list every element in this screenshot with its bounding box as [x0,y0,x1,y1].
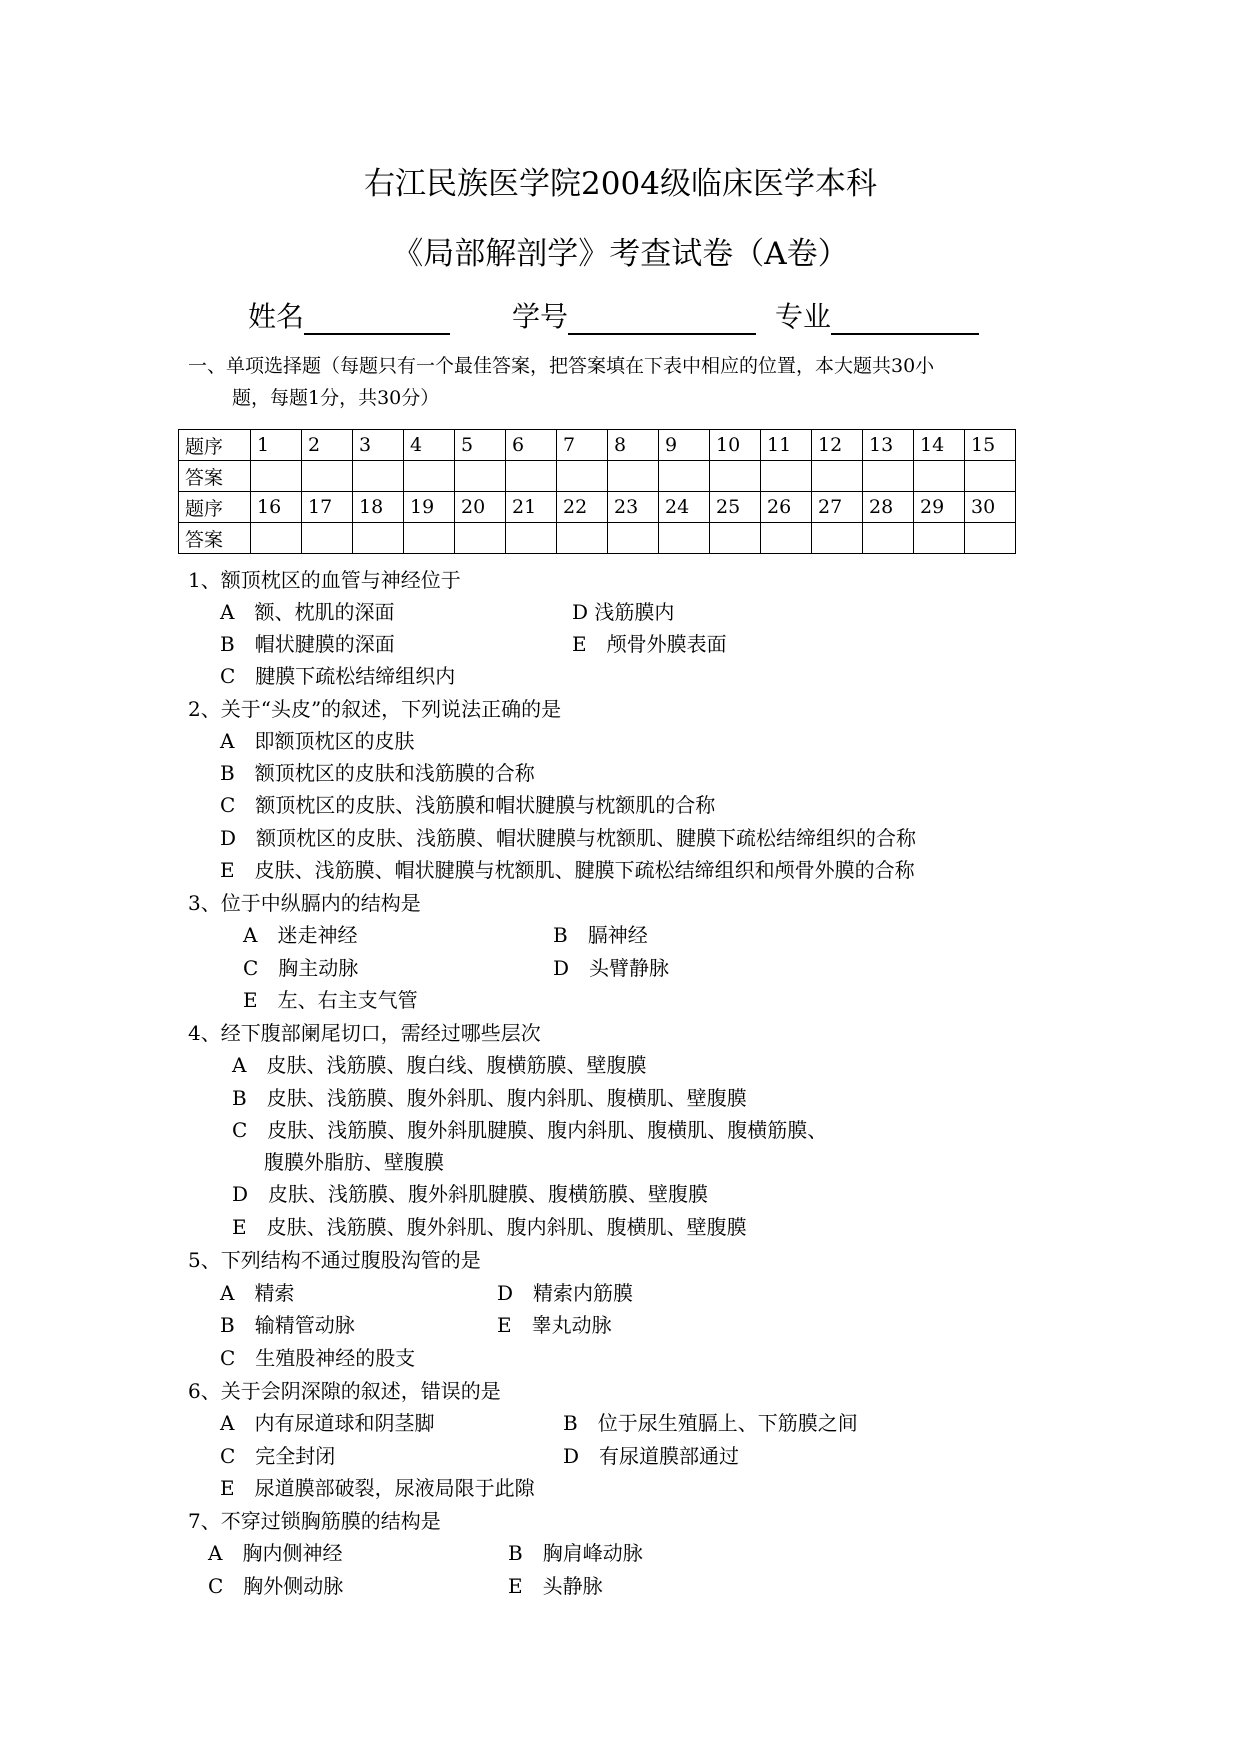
answer-cell[interactable] [812,523,863,554]
question-number-cell: 12 [812,430,863,461]
answer-cell[interactable] [557,461,608,492]
question-number-cell: 29 [914,492,965,523]
question-5-stem: 5、下列结构不通过腹股沟管的是 [188,1248,481,1272]
question-3-option-e: E 左、右主支气管 [243,988,418,1012]
answer-cell[interactable] [404,523,455,554]
question-7-option-a: A 胸内侧神经 [208,1541,343,1565]
answer-cell[interactable] [812,461,863,492]
question-6-option-d: D 有尿道膜部通过 [563,1444,740,1468]
answer-cell[interactable] [353,461,404,492]
question-number-cell: 30 [965,492,1016,523]
question-number-cell: 20 [455,492,506,523]
answer-cell[interactable] [302,523,353,554]
question-number-cell: 23 [608,492,659,523]
question-number-cell: 27 [812,492,863,523]
row-label: 题序 [179,430,251,461]
question-2-option-d: D 额顶枕区的皮肤、浅筋膜、帽状腱膜与枕额肌、腱膜下疏松结缔组织的合称 [220,826,917,850]
question-7-option-b: B 胸肩峰动脉 [508,1541,643,1565]
table-row-numbers-1 [179,430,1016,461]
question-1-option-c: C 腱膜下疏松结缔组织内 [220,664,456,688]
answer-cell[interactable] [761,461,812,492]
name-label: 姓名 [248,300,305,333]
answer-cell[interactable] [710,461,761,492]
question-number-cell: 3 [353,430,404,461]
answer-cell[interactable] [914,461,965,492]
student-id-blank[interactable] [568,303,756,335]
question-6-stem: 6、关于会阴深隙的叙述，错误的是 [188,1379,501,1403]
major-label: 专业 [775,300,832,333]
answer-cell[interactable] [659,461,710,492]
question-number-cell: 17 [302,492,353,523]
question-number-cell: 15 [965,430,1016,461]
question-3-option-b: B 膈神经 [553,923,648,947]
question-number-cell: 21 [506,492,557,523]
answer-cell[interactable] [710,523,761,554]
question-3-stem: 3、位于中纵膈内的结构是 [188,891,421,915]
answer-cell[interactable] [353,523,404,554]
name-blank[interactable] [304,303,450,335]
table-row-answers-1 [179,461,1016,492]
exam-title-line2: 《局部解剖学》考查试卷（A卷） [392,236,849,272]
question-number-cell: 7 [557,430,608,461]
answer-cell[interactable] [506,461,557,492]
question-7-option-e: E 头静脉 [508,1574,603,1598]
question-number-cell: 18 [353,492,404,523]
answer-cell[interactable] [455,461,506,492]
instruction-line1: 一、单项选择题（每题只有一个最佳答案，把答案填在下表中相应的位置，本大题共30小 [188,355,935,377]
question-3-option-c: C 胸主动脉 [243,956,359,980]
question-number-cell: 8 [608,430,659,461]
question-number-cell: 26 [761,492,812,523]
major-blank[interactable] [831,303,979,335]
question-number-cell: 11 [761,430,812,461]
answer-cell[interactable] [251,461,302,492]
question-4-option-d: D 皮肤、浅筋膜、腹外斜肌腱膜、腹横筋膜、壁腹膜 [232,1182,709,1206]
question-6-option-b: B 位于尿生殖膈上、下筋膜之间 [563,1411,858,1435]
question-5-option-c: C 生殖股神经的股支 [220,1346,416,1370]
question-4-stem: 4、经下腹部阑尾切口，需经过哪些层次 [188,1021,541,1045]
question-6-option-a: A 内有尿道球和阴茎脚 [220,1411,435,1435]
question-number-cell: 16 [251,492,302,523]
student-id-label: 学号 [512,300,569,333]
question-5-option-e: E 睾丸动脉 [497,1313,612,1337]
answer-cell[interactable] [506,523,557,554]
question-1-stem: 1、额顶枕区的血管与神经位于 [188,568,461,592]
answer-cell[interactable] [659,523,710,554]
question-number-cell: 1 [251,430,302,461]
answer-cell[interactable] [251,523,302,554]
question-4-option-e: E 皮肤、浅筋膜、腹外斜肌、腹内斜肌、腹横肌、壁腹膜 [232,1215,747,1239]
question-number-cell: 22 [557,492,608,523]
question-number-cell: 2 [302,430,353,461]
table-row-answers-2 [179,523,1016,554]
student-id-field [512,295,756,335]
question-number-cell: 24 [659,492,710,523]
question-number-cell: 28 [863,492,914,523]
name-field [248,295,450,335]
question-2-option-b: B 额顶枕区的皮肤和浅筋膜的合称 [220,761,535,785]
answer-cell[interactable] [965,461,1016,492]
question-5-option-a: A 精索 [220,1281,295,1305]
question-number-cell: 25 [710,492,761,523]
question-6-option-e: E 尿道膜部破裂，尿液局限于此隙 [220,1476,535,1500]
question-5-option-b: B 输精管动脉 [220,1313,355,1337]
major-field [775,295,979,335]
section-instruction [188,350,1068,414]
question-4-option-c-continued: 腹膜外脂肪、壁腹膜 [264,1150,444,1174]
question-1-option-e: E 颅骨外膜表面 [572,632,727,656]
answer-cell[interactable] [863,523,914,554]
answer-cell[interactable] [863,461,914,492]
exam-title-line1: 右江民族医学院2004级临床医学本科 [364,166,877,202]
question-number-cell: 13 [863,430,914,461]
answer-cell[interactable] [761,523,812,554]
question-3-option-a: A 迷走神经 [243,923,358,947]
answer-cell[interactable] [608,461,659,492]
question-number-cell: 9 [659,430,710,461]
question-4-option-c: C 皮肤、浅筋膜、腹外斜肌腱膜、腹内斜肌、腹横肌、腹横筋膜、 [232,1118,828,1142]
question-number-cell: 6 [506,430,557,461]
answer-cell[interactable] [965,523,1016,554]
question-2-stem: 2、关于“头皮”的叙述，下列说法正确的是 [188,697,562,721]
question-7-option-c: C 胸外侧动脉 [208,1574,344,1598]
question-3-option-d: D 头臂静脉 [553,956,670,980]
answer-cell[interactable] [608,523,659,554]
row-label: 答案 [179,461,251,492]
answer-cell[interactable] [404,461,455,492]
question-1-option-a: A 额、枕肌的深面 [220,600,395,624]
question-7-stem: 7、不穿过锁胸筋膜的结构是 [188,1509,441,1533]
row-label: 答案 [179,523,251,554]
question-1-option-b: B 帽状腱膜的深面 [220,632,395,656]
row-label: 题序 [179,492,251,523]
answer-cell[interactable] [302,461,353,492]
question-5-option-d: D 精索内筋膜 [497,1281,634,1305]
question-4-option-b: B 皮肤、浅筋膜、腹外斜肌、腹内斜肌、腹横肌、壁腹膜 [232,1086,747,1110]
question-number-cell: 14 [914,430,965,461]
table-row-numbers-2 [179,492,1016,523]
question-number-cell: 19 [404,492,455,523]
instruction-line2: 题，每题1分，共30分） [232,387,440,409]
question-2-option-a: A 即额顶枕区的皮肤 [220,729,415,753]
answer-cell[interactable] [914,523,965,554]
answer-table [178,429,1016,554]
question-2-option-e: E 皮肤、浅筋膜、帽状腱膜与枕额肌、腱膜下疏松结缔组织和颅骨外膜的合称 [220,858,915,882]
question-number-cell: 5 [455,430,506,461]
question-number-cell: 4 [404,430,455,461]
answer-cell[interactable] [455,523,506,554]
question-4-option-a: A 皮肤、浅筋膜、腹白线、腹横筋膜、壁腹膜 [232,1053,647,1077]
question-1-option-d: D 浅筋膜内 [572,600,675,624]
answer-cell[interactable] [557,523,608,554]
question-2-option-c: C 额顶枕区的皮肤、浅筋膜和帽状腱膜与枕额肌的合称 [220,793,716,817]
question-number-cell: 10 [710,430,761,461]
question-6-option-c: C 完全封闭 [220,1444,336,1468]
